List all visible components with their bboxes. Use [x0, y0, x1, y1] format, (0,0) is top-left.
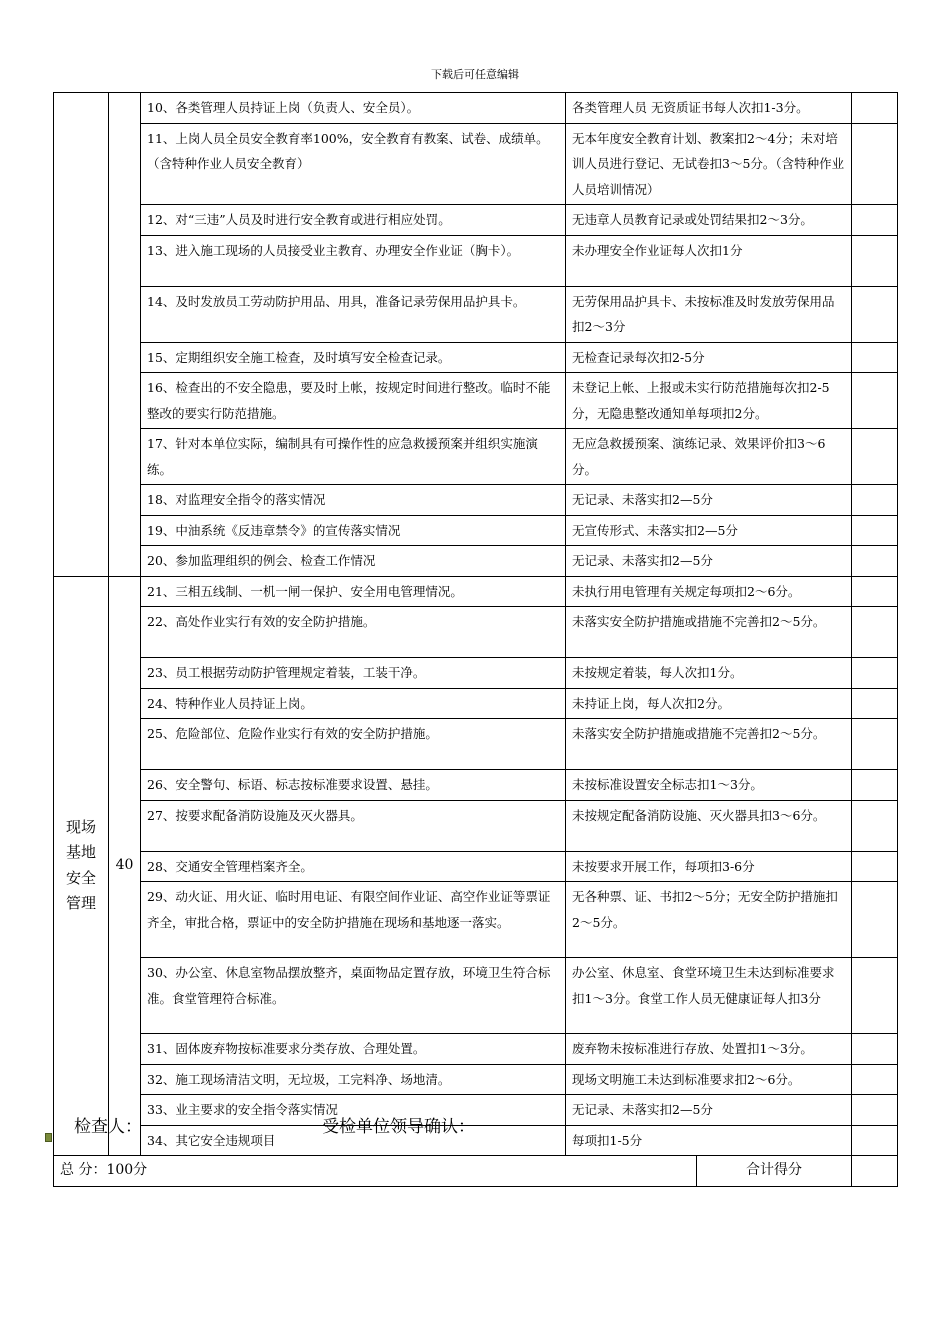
item-cell: 29、动火证、用火证、临时用电证、有限空间作业证、高空作业证等票证齐全，审批合格，票证中的安全防护措施在现场和基地逐一落实。	[141, 882, 566, 958]
score-input-cell[interactable]	[852, 485, 898, 516]
score-input-cell[interactable]	[852, 1034, 898, 1065]
score-input-cell[interactable]	[852, 770, 898, 801]
table-row	[54, 93, 898, 124]
score-input-cell[interactable]	[852, 342, 898, 373]
item-cell: 13、进入施工现场的人员接受业主教育、办理安全作业证（胸卡）。	[141, 235, 566, 286]
score-input-cell[interactable]	[852, 515, 898, 546]
total-label: 总 分：100分	[54, 1156, 697, 1187]
score-input-cell[interactable]	[852, 688, 898, 719]
item-cell: 17、针对本单位实际，编制具有可操作性的应急救援预案并组织实施演练。	[141, 429, 566, 485]
score-cell	[109, 93, 141, 577]
table-row	[54, 958, 898, 1034]
criteria-cell: 未执行用电管理有关规定每项扣2～6分。	[566, 576, 852, 607]
score-input-cell[interactable]	[852, 658, 898, 689]
table-row	[54, 576, 898, 607]
item-cell: 15、定期组织安全施工检查，及时填写安全检查记录。	[141, 342, 566, 373]
category-line: 基地	[65, 843, 96, 862]
item-cell: 20、参加监理组织的例会、检查工作情况	[141, 546, 566, 577]
category-cell	[54, 576, 109, 1156]
score-input-cell[interactable]	[852, 1095, 898, 1126]
table-row	[54, 546, 898, 577]
criteria-cell: 未按规定配备消防设施、灭火器具扣3～6分。	[566, 800, 852, 851]
table-row	[54, 205, 898, 236]
item-cell: 14、及时发放员工劳动防护用品、用具，准备记录劳保用品护具卡。	[141, 286, 566, 342]
criteria-cell: 未按要求开展工作，每项扣3-6分	[566, 851, 852, 882]
table-row	[54, 515, 898, 546]
total-row	[54, 1156, 898, 1187]
item-cell: 23、员工根据劳动防护管理规定着装，工装干净。	[141, 658, 566, 689]
item-cell: 25、危险部位、危险作业实行有效的安全防护措施。	[141, 719, 566, 770]
category-cell	[54, 93, 109, 577]
table-row	[54, 1064, 898, 1095]
score-input-cell[interactable]	[852, 373, 898, 429]
score-input-cell[interactable]	[852, 958, 898, 1034]
item-cell: 33、业主要求的安全指令落实情况	[141, 1095, 566, 1126]
criteria-cell: 办公室、休息室、食堂环境卫生未达到标准要求扣1～3分。食堂工作人员无健康证每人扣3分	[566, 958, 852, 1034]
item-cell: 21、三相五线制、一机一闸一保护、安全用电管理情况。	[141, 576, 566, 607]
sum-label: 合计得分	[697, 1156, 852, 1187]
table-row	[54, 1034, 898, 1065]
criteria-cell: 现场文明施工未达到标准要求扣2～6分。	[566, 1064, 852, 1095]
score-input-cell[interactable]	[852, 93, 898, 124]
criteria-cell: 各类管理人员 无资质证书每人次扣1-3分。	[566, 93, 852, 124]
sum-score-cell[interactable]	[852, 1156, 898, 1187]
table-row	[54, 1095, 898, 1126]
score-input-cell[interactable]	[852, 546, 898, 577]
criteria-cell: 未按标准设置安全标志扣1～3分。	[566, 770, 852, 801]
score-input-cell[interactable]	[852, 800, 898, 851]
criteria-cell: 无宣传形式、未落实扣2—5分	[566, 515, 852, 546]
criteria-cell: 废弃物未按标准进行存放、处置扣1～3分。	[566, 1034, 852, 1065]
item-cell: 32、施工现场清洁文明，无垃圾，工完料净、场地清。	[141, 1064, 566, 1095]
margin-marker-icon	[45, 1133, 52, 1142]
criteria-cell: 未办理安全作业证每人次扣1分	[566, 235, 852, 286]
criteria-cell: 未持证上岗，每人次扣2分。	[566, 688, 852, 719]
criteria-cell: 未登记上帐、上报或未实行防范措施每次扣2-5分，无隐患整改通知单每项扣2分。	[566, 373, 852, 429]
item-cell: 11、上岗人员全员安全教育率100%，安全教育有教案、试卷、成绩单。（含特种作业人员安全教育）	[141, 123, 566, 205]
item-cell: 26、安全警句、标语、标志按标准要求设置、悬挂。	[141, 770, 566, 801]
item-cell: 30、办公室、休息室物品摆放整齐，桌面物品定置存放，环境卫生符合标准。食堂管理符合标准。	[141, 958, 566, 1034]
item-cell: 12、对“三违”人员及时进行安全教育或进行相应处罚。	[141, 205, 566, 236]
item-cell: 24、特种作业人员持证上岗。	[141, 688, 566, 719]
table-row	[54, 800, 898, 851]
criteria-cell: 无检查记录每次扣2-5分	[566, 342, 852, 373]
item-cell: 10、各类管理人员持证上岗（负责人、安全员）。	[141, 93, 566, 124]
table-row	[54, 286, 898, 342]
item-cell: 16、检查出的不安全隐患，要及时上帐，按规定时间进行整改。临时不能整改的要实行防范措施。	[141, 373, 566, 429]
table-row	[54, 658, 898, 689]
score-input-cell[interactable]	[852, 429, 898, 485]
criteria-cell: 未落实安全防护措施或措施不完善扣2～5分。	[566, 719, 852, 770]
criteria-cell: 未按规定着装，每人次扣1分。	[566, 658, 852, 689]
page-header: 下载后可任意编辑	[431, 68, 519, 81]
table-row	[54, 882, 898, 958]
criteria-cell: 无记录、未落实扣2—5分	[566, 1095, 852, 1126]
score-input-cell[interactable]	[852, 205, 898, 236]
score-input-cell[interactable]	[852, 851, 898, 882]
score-input-cell[interactable]	[852, 576, 898, 607]
score-input-cell[interactable]	[852, 719, 898, 770]
criteria-cell: 无记录、未落实扣2—5分	[566, 546, 852, 577]
table-row	[54, 123, 898, 205]
table-row	[54, 1125, 898, 1156]
table-row	[54, 485, 898, 516]
table-row	[54, 851, 898, 882]
inspection-table	[53, 92, 898, 1187]
inspector-label: 检查人：	[74, 1117, 142, 1137]
criteria-cell: 无应急救援预案、演练记录、效果评价扣3～6分。	[566, 429, 852, 485]
score-input-cell[interactable]	[852, 235, 898, 286]
item-cell: 31、固体废弃物按标准要求分类存放、合理处置。	[141, 1034, 566, 1065]
criteria-cell: 无本年度安全教育计划、教案扣2～4分；未对培训人员进行登记、无试卷扣3～5分。（含特种作业人员培训情况）	[566, 123, 852, 205]
score-input-cell[interactable]	[852, 1064, 898, 1095]
table-row	[54, 235, 898, 286]
item-cell: 27、按要求配备消防设施及灭火器具。	[141, 800, 566, 851]
criteria-cell: 无各种票、证、书扣2～5分；无安全防护措施扣2～5分。	[566, 882, 852, 958]
table-row	[54, 429, 898, 485]
unit-leader-label: 受检单位领导确认：	[322, 1117, 475, 1137]
score-input-cell[interactable]	[852, 286, 898, 342]
item-cell: 18、对监理安全指令的落实情况	[141, 485, 566, 516]
criteria-cell: 未落实安全防护措施或措施不完善扣2～5分。	[566, 607, 852, 658]
score-input-cell[interactable]	[852, 607, 898, 658]
item-cell: 34、其它安全违规项目	[141, 1125, 566, 1156]
table-row	[54, 770, 898, 801]
category-line: 现场	[65, 817, 96, 836]
criteria-cell: 无违章人员教育记录或处罚结果扣2～3分。	[566, 205, 852, 236]
score-input-cell[interactable]	[852, 1125, 898, 1156]
table-row	[54, 342, 898, 373]
table-row	[54, 607, 898, 658]
score-input-cell[interactable]	[852, 123, 898, 205]
table-row	[54, 688, 898, 719]
item-cell: 28、交通安全管理档案齐全。	[141, 851, 566, 882]
score-cell: 40	[109, 576, 141, 1156]
item-cell: 19、中油系统《反违章禁令》的宣传落实情况	[141, 515, 566, 546]
category-line: 管理	[65, 894, 96, 913]
item-cell: 22、高处作业实行有效的安全防护措施。	[141, 607, 566, 658]
score-input-cell[interactable]	[852, 882, 898, 958]
criteria-cell: 无记录、未落实扣2—5分	[566, 485, 852, 516]
criteria-cell: 每项扣1-5分	[566, 1125, 852, 1156]
category-line: 安全	[65, 868, 96, 887]
table-row	[54, 373, 898, 429]
criteria-cell: 无劳保用品护具卡、未按标准及时发放劳保用品扣2～3分	[566, 286, 852, 342]
table-row	[54, 719, 898, 770]
